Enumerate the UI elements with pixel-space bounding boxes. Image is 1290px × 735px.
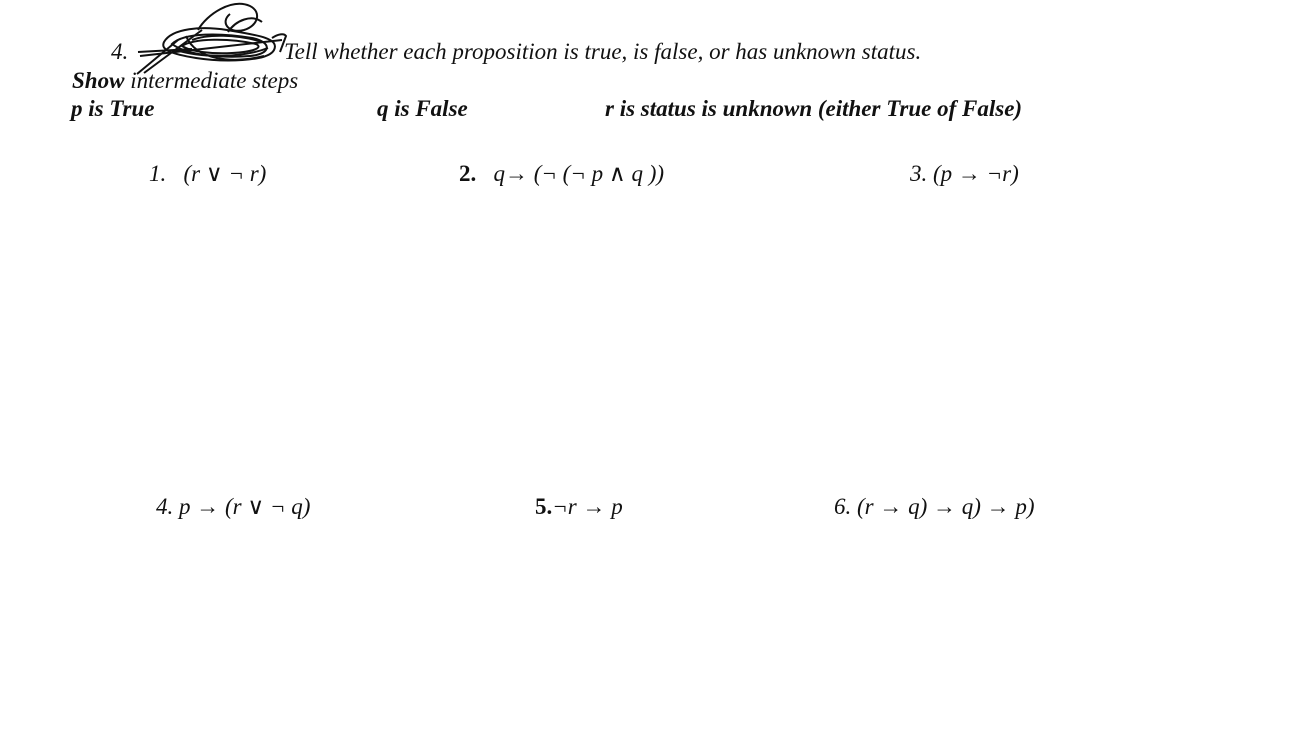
given-p: p is True — [71, 96, 155, 121]
show-bold-word: Show — [72, 68, 125, 93]
question-number: 4. — [111, 39, 129, 64]
problem-number: 4. — [156, 494, 174, 519]
instruction-text: Tell whether each proposition is true, is false, or has unknown status. — [284, 39, 922, 64]
problem-expression: q→ (¬ (¬ p ∧ q )) — [493, 161, 665, 186]
show-rest-text: intermediate steps — [124, 68, 299, 93]
problem-number: 2. — [459, 161, 477, 186]
problem-expression: (r → q) → q) → p) — [857, 494, 1035, 519]
problem-expression: (p → ¬r) — [933, 161, 1019, 186]
problem-number: 5. — [535, 494, 553, 519]
given-q: q is False — [377, 96, 468, 121]
given-r: r is status is unknown (either True of False) — [605, 96, 1023, 121]
problem-1 — [149, 162, 266, 185]
problem-3 — [910, 162, 1019, 185]
problem-number: 6. — [834, 494, 852, 519]
problem-6 — [834, 495, 1035, 518]
problem-expression: ¬r → p — [552, 494, 623, 519]
problem-4 — [156, 495, 310, 518]
scribble-mark-icon — [132, 0, 292, 76]
problem-2 — [459, 162, 664, 185]
show-steps-line — [72, 69, 298, 92]
problem-number: 3. — [910, 161, 928, 186]
problem-5 — [535, 495, 623, 518]
problem-expression: p → (r ∨ ¬ q) — [179, 494, 311, 519]
problem-number: 1. — [149, 161, 167, 186]
problem-expression: (r ∨ ¬ r) — [183, 161, 267, 186]
